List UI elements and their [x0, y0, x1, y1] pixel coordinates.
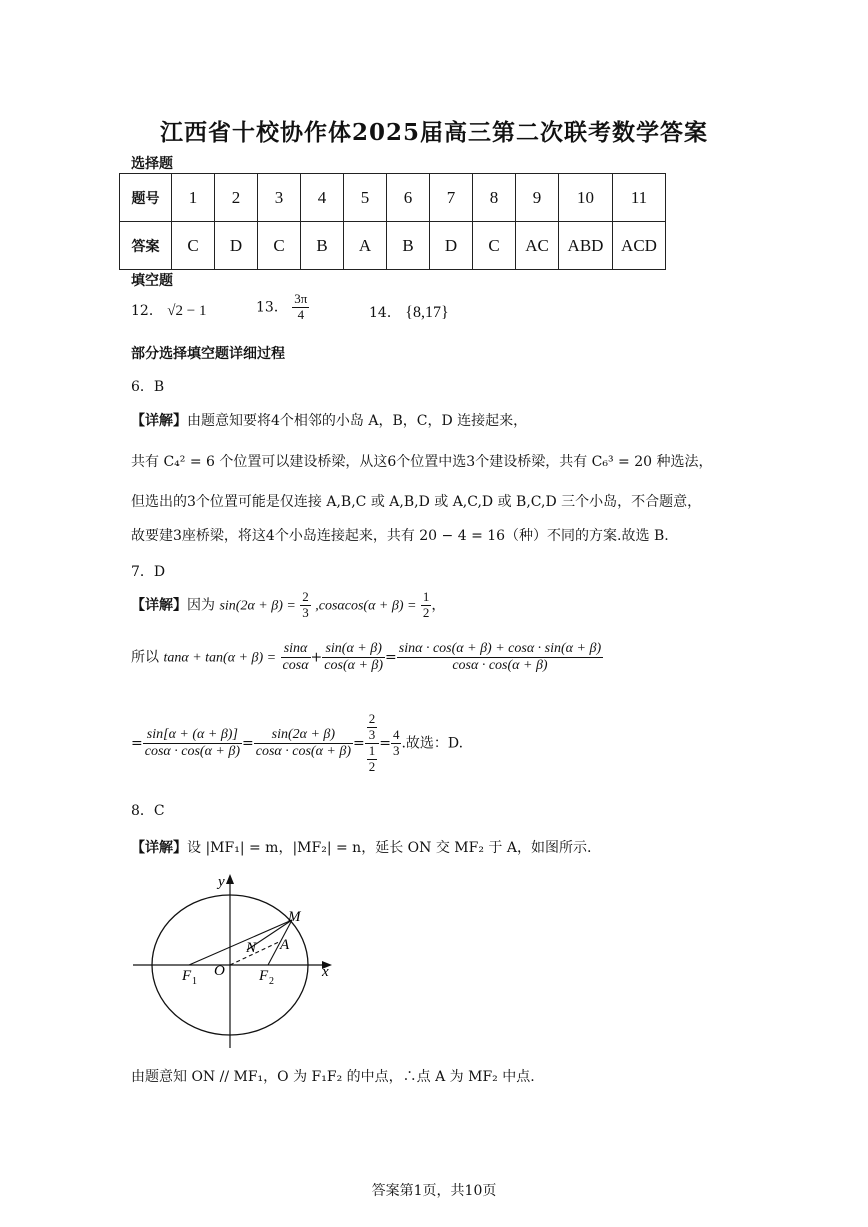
fraction-denominator: 2	[422, 604, 430, 620]
nested-fraction	[367, 744, 378, 775]
q8-head: 8．C	[131, 803, 165, 819]
table-cell: 11	[613, 174, 666, 222]
q7-so: 所以	[131, 649, 159, 666]
fraction-denominator: cosα · cos(α + β)	[452, 658, 548, 674]
table-cell: C	[258, 222, 301, 270]
page-footer: 答案第1页，共10页	[371, 1183, 497, 1199]
fraction-numerator: 4	[392, 726, 400, 742]
table-cell: 4	[301, 174, 344, 222]
q7-given-1: sin(2α + β) =	[219, 598, 296, 614]
section-heading-fill: 填空题	[131, 273, 173, 289]
q7-line-3: = $\frac{\sin[\alpha + (\alpha + \beta)]}{\cos\alpha \cdot \cos(\alpha + \beta)}$ = $\frac{\sin(2\alpha + \beta)}{\cos\alpha \cdot \cos(\alpha + \beta)}$ = $\frac{\frac{2}{3}}{\frac{1}{2}}$ = $\frac{4}{3}$ .故选：D.	[131, 711, 464, 774]
q7-given-1-fraction	[300, 590, 311, 621]
q13-fraction	[292, 292, 309, 323]
table-cell: C	[172, 222, 215, 270]
q12-answer: √2 − 1	[167, 303, 207, 319]
q14-label: 14．	[369, 305, 401, 321]
q7-given-2-fraction	[421, 590, 432, 621]
fraction-denominator: cosα	[282, 658, 309, 674]
q7-fraction-2	[322, 641, 385, 674]
q13-denominator: 4	[297, 306, 305, 322]
fraction-numerator: sin(2α + β)	[254, 727, 353, 744]
q6-line-4: 故要建3座桥梁，将这4个小岛连接起来，共有 20 − 4 = 16（种）不同的方案.故选 B.	[131, 528, 669, 544]
q7-fraction-5	[254, 727, 353, 760]
label-x: x	[322, 964, 329, 980]
table-cell: 9	[516, 174, 559, 222]
section-heading-choice: 选择题	[131, 156, 173, 172]
fraction-denominator	[365, 744, 380, 775]
table-row-answers	[120, 222, 666, 270]
q8-line-1	[131, 837, 591, 857]
fraction-numerator: sin(α + β)	[322, 641, 385, 658]
table-row-numbers	[120, 174, 666, 222]
table-cell: A	[344, 222, 387, 270]
q6-line-3: 但选出的3个位置可能是仅连接 A,B,C 或 A,B,D 或 A,C,D 或 B,C,D 三个小岛，不合题意，	[131, 494, 702, 510]
q7-head: 7．D	[131, 564, 166, 580]
table-cell: D	[430, 222, 473, 270]
fraction-denominator: cos(α + β)	[324, 658, 384, 674]
table-cell: 8	[473, 174, 516, 222]
label-F1-subscript: 1	[192, 976, 197, 987]
fraction-numerator	[365, 712, 380, 744]
section-heading-detail: 部分选择填空题详细过程	[131, 346, 285, 362]
fraction-denominator: 2	[368, 758, 376, 774]
label-y: y	[218, 874, 225, 890]
table-cell: C	[473, 222, 516, 270]
table-cell: D	[215, 222, 258, 270]
fraction-numerator: 1	[368, 742, 376, 758]
y-axis-arrow-icon	[226, 874, 234, 884]
label-O: O	[214, 963, 225, 979]
answer-table	[119, 173, 666, 270]
fill-answers	[131, 300, 206, 320]
label-F2-subscript: 2	[269, 976, 274, 987]
q7-fraction-1	[281, 641, 311, 674]
q6-line-1	[131, 410, 527, 430]
label-F1: F	[182, 968, 192, 984]
label-A: A	[280, 937, 290, 953]
q7-line-1	[131, 590, 445, 621]
table-cell: AC	[516, 222, 559, 270]
q6-head: 6．B	[131, 379, 165, 395]
label-M: M	[288, 909, 301, 925]
q6-line-2: 共有 C₄² = 6 个位置可以建设桥梁，从这6个位置中选3个建设桥梁，共有 C₆³ = 20 种选法，	[131, 454, 713, 470]
q7-fraction-3	[397, 641, 603, 674]
q7-given-end: ，	[431, 597, 446, 614]
q7-fraction-6	[365, 712, 380, 775]
row-label-question: 题号	[120, 174, 172, 222]
detail-tag: 【详解】	[131, 840, 187, 856]
fraction-denominator: 3	[392, 742, 400, 758]
table-cell: 1	[172, 174, 215, 222]
page-title: 江西省十校协作体2025届高三第二次联考数学答案	[159, 119, 708, 146]
table-cell: B	[387, 222, 430, 270]
fill-q14	[369, 302, 449, 322]
q13-numerator: 3π	[294, 291, 308, 306]
table-cell: 10	[559, 174, 613, 222]
q6-text-1: 由题意知要将4个相邻的小岛 A，B，C，D 连接起来，	[187, 413, 528, 429]
fraction-numerator: 2	[368, 711, 376, 726]
fraction-denominator: cosα · cos(α + β)	[144, 743, 240, 759]
q13-label: 13．	[256, 299, 288, 316]
table-cell: 7	[430, 174, 473, 222]
q7-fraction-4	[143, 727, 242, 760]
fraction-numerator: sin[α + (α + β)]	[143, 727, 242, 744]
label-F2: F	[259, 968, 269, 984]
fraction-denominator: 3	[368, 726, 376, 742]
q8-text-1: 设 |MF₁| = m，|MF₂| = n，延长 ON 交 MF₂ 于 A，如图所示.	[187, 840, 592, 856]
table-cell: ABD	[559, 222, 613, 270]
q7-because: 因为	[187, 597, 215, 614]
fraction-numerator: 1	[422, 589, 430, 604]
fill-q13	[256, 292, 309, 323]
fraction-denominator: 3	[302, 604, 309, 620]
q7-given-2: ,cosαcos(α + β) =	[315, 598, 417, 614]
table-cell: 3	[258, 174, 301, 222]
row-label-answer: 答案	[120, 222, 172, 270]
fraction-numerator: sinα	[281, 641, 311, 658]
q7-lhs: tanα + tan(α + β) =	[163, 650, 277, 666]
detail-tag: 【详解】	[131, 597, 187, 614]
table-cell: 2	[215, 174, 258, 222]
table-cell: ACD	[613, 222, 666, 270]
q14-answer: {8,17}	[405, 304, 449, 321]
nested-fraction	[367, 712, 378, 743]
table-cell: 5	[344, 174, 387, 222]
fraction-numerator: 2	[302, 589, 309, 604]
table-cell: B	[301, 222, 344, 270]
fraction-denominator: cosα · cos(α + β)	[255, 743, 351, 759]
q8-line-2: 由题意知 ON // MF₁，O 为 F₁F₂ 的中点，∴点 A 为 MF₂ 中点.	[131, 1069, 535, 1085]
table-cell: 6	[387, 174, 430, 222]
q7-line-2: 所以 tanα + tan(α + β) = $\frac{\sin\alpha}{\cos\alpha}$ + $\frac{\sin(\alpha + \beta)}{\cos(\alpha + \beta)}$ = $\frac{\sin\alpha \cdot \cos(\alpha + \beta) + \cos\alpha \cdot \sin(\alpha + \beta)}{\cos\alpha \cdot \cos(\alpha + \beta)}$	[131, 641, 602, 674]
q7-conclusion: .故选：D.	[401, 735, 464, 752]
q12-label: 12．	[131, 303, 163, 319]
ellipse-figure	[125, 870, 345, 1050]
q7-fraction-7	[391, 728, 402, 759]
detail-tag: 【详解】	[131, 413, 187, 429]
fraction-numerator: sinα · cos(α + β) + cosα · sin(α + β)	[397, 641, 603, 658]
label-N: N	[246, 940, 257, 956]
